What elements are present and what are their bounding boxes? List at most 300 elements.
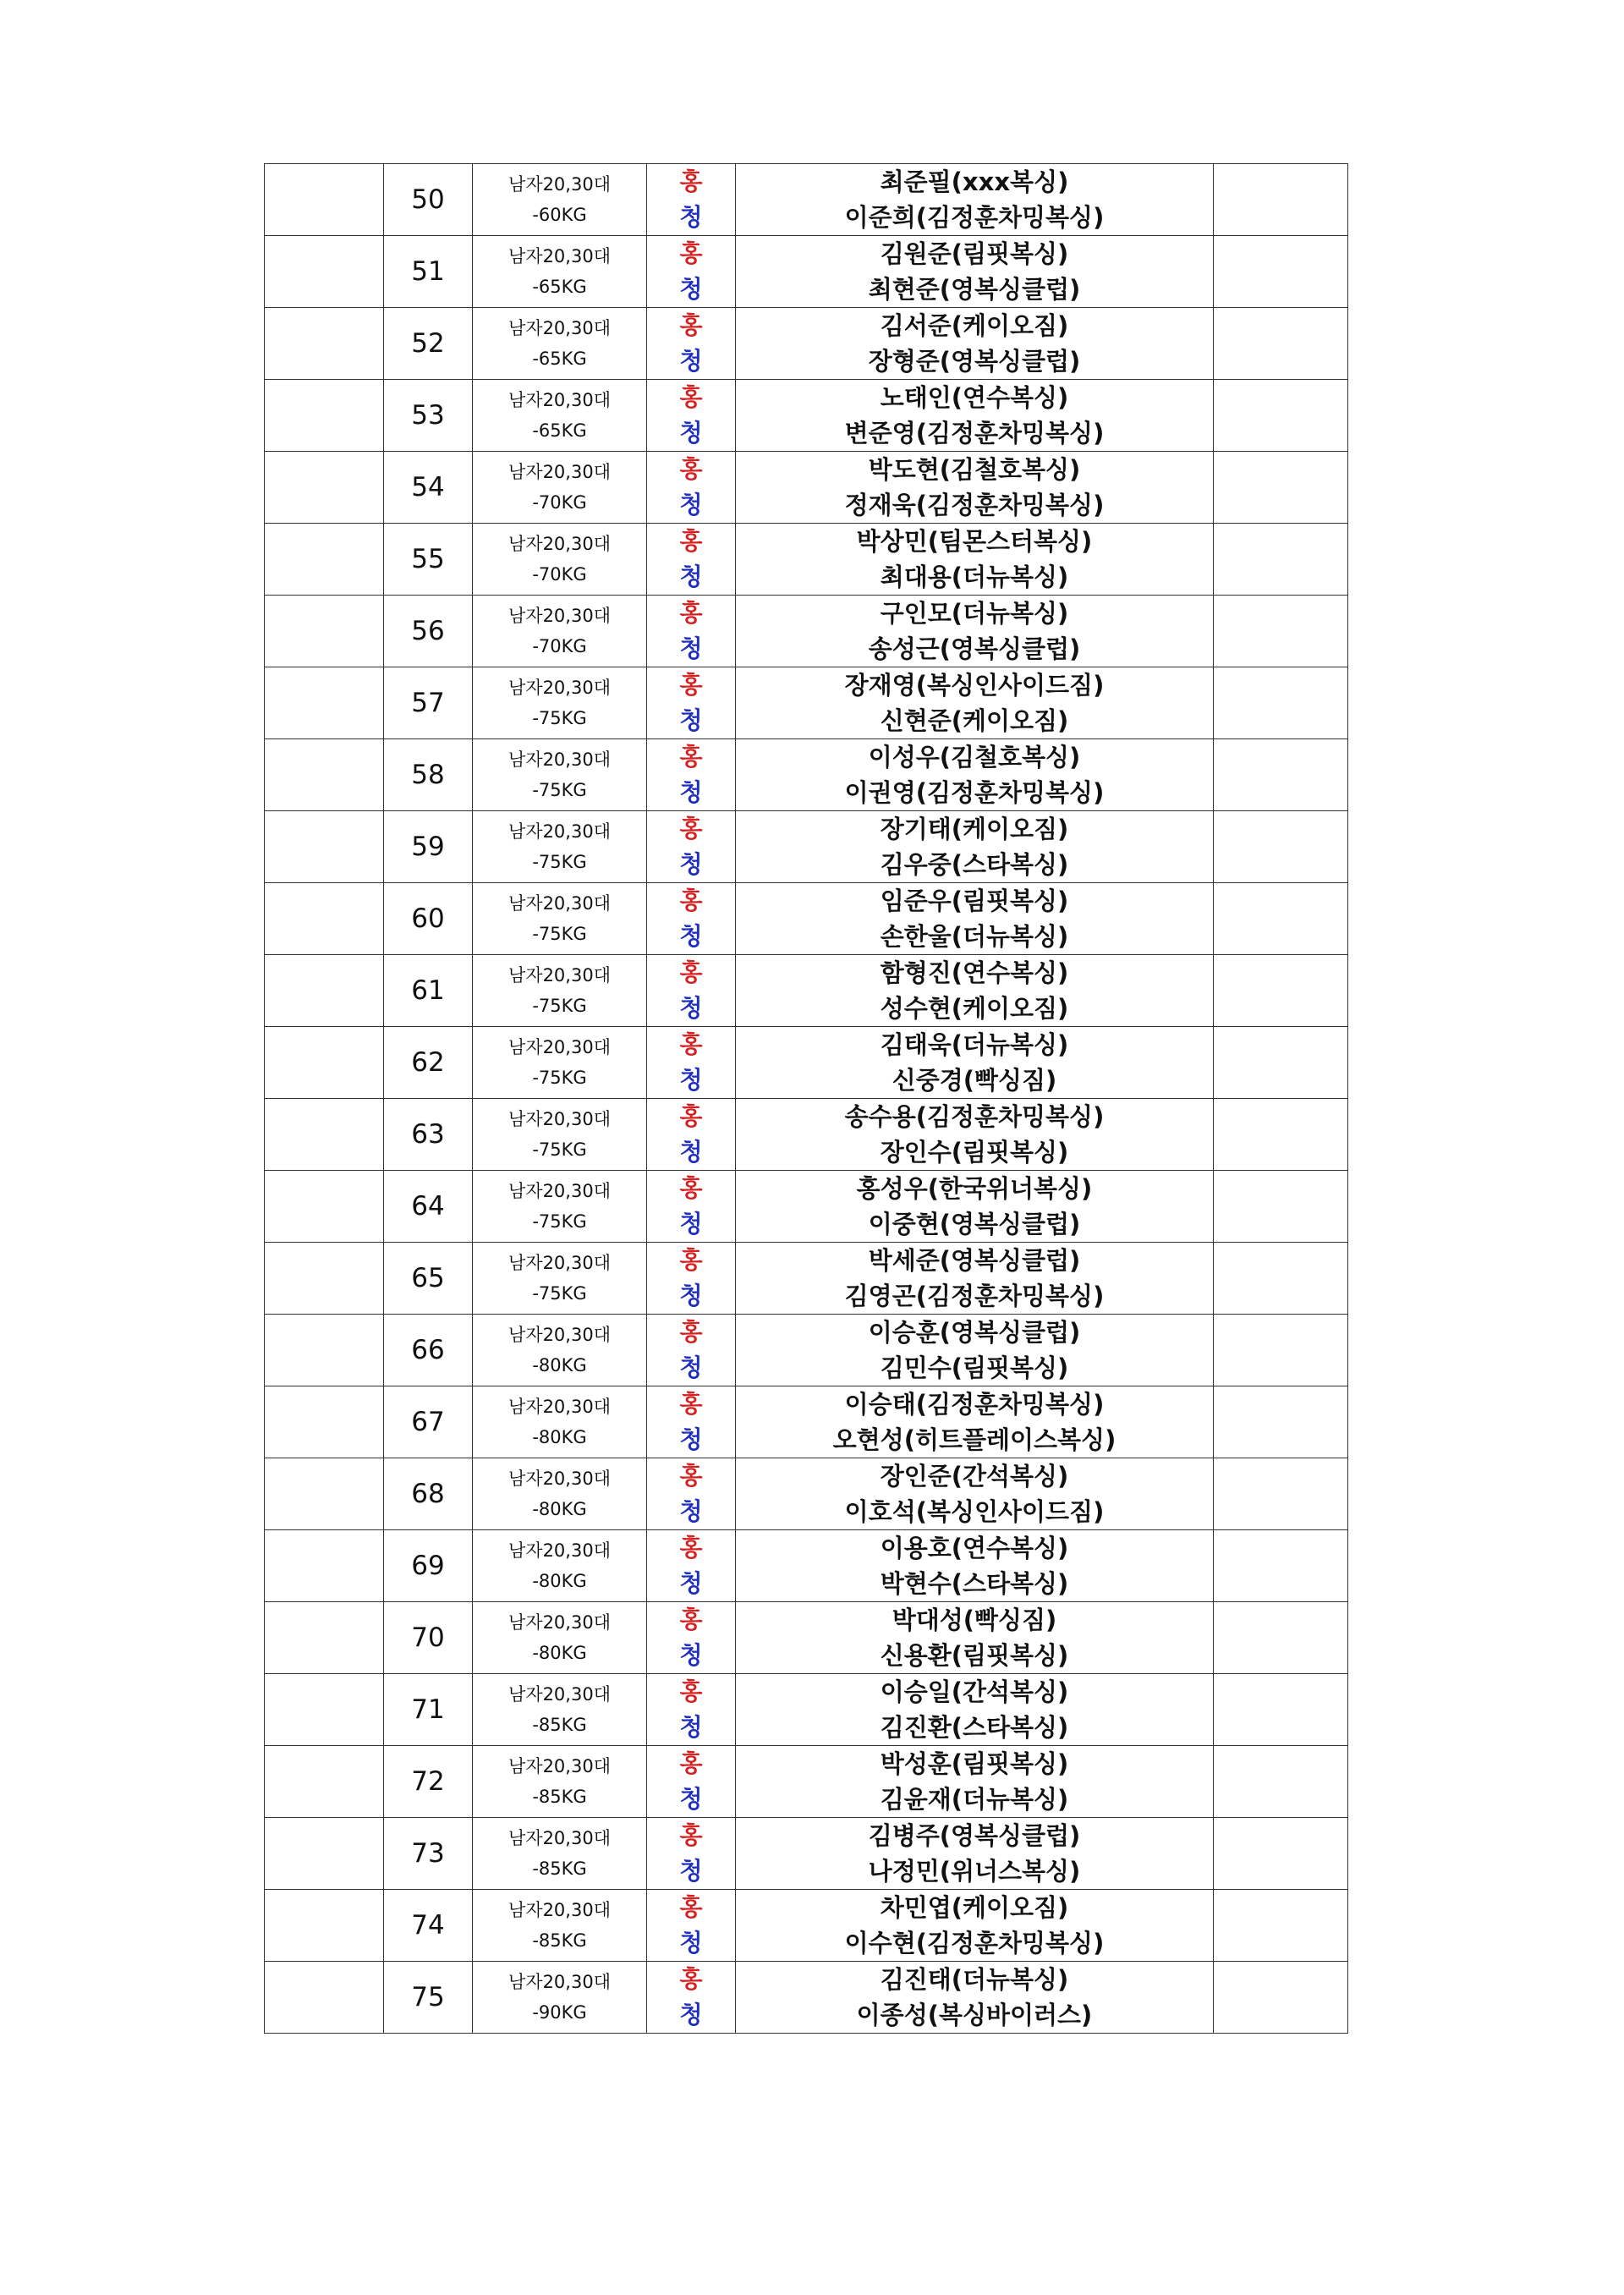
blue-fighter: 김진환(스타복싱) [880, 1713, 1069, 1742]
blue-corner-label: 청 [679, 1569, 703, 1597]
division-cell [473, 1243, 647, 1315]
blue-corner-label: 청 [679, 1210, 703, 1238]
bout-row [265, 524, 1348, 596]
weight-class: -85KG [532, 1859, 587, 1879]
red-fighter: 박대성(빡싱짐) [892, 1606, 1057, 1634]
empty-cell [265, 1530, 384, 1602]
red-fighter: 이승훈(영복싱클럽) [868, 1318, 1081, 1347]
red-corner-label: 홍 [679, 239, 703, 267]
result-cell [1214, 1027, 1348, 1099]
red-fighter: 장기태(케이오짐) [880, 815, 1069, 843]
red-corner-label: 홍 [679, 1534, 703, 1562]
age-division: 남자20,30대 [508, 606, 611, 626]
fighters-cell [736, 1530, 1214, 1602]
red-fighter: 박세준(영복싱클럽) [868, 1246, 1081, 1275]
red-fighter: 구인모(더뉴복싱) [880, 599, 1069, 628]
bout-number: 60 [384, 883, 473, 955]
empty-cell [265, 380, 384, 452]
blue-corner-label: 청 [679, 1857, 703, 1885]
red-corner-label: 홍 [679, 887, 703, 914]
bout-table [264, 163, 1346, 2034]
blue-corner-label: 청 [679, 203, 703, 231]
red-corner-label: 홍 [679, 1246, 703, 1274]
red-fighter: 이용호(연수복싱) [880, 1534, 1069, 1562]
corner-cell [647, 883, 736, 955]
empty-cell [265, 1674, 384, 1746]
red-corner-label: 홍 [679, 743, 703, 771]
red-fighter: 함형진(연수복싱) [880, 958, 1069, 987]
fighters-cell [736, 236, 1214, 308]
fighters-cell [736, 1099, 1214, 1171]
bout-number: 51 [384, 236, 473, 308]
corner-cell [647, 955, 736, 1027]
result-cell [1214, 164, 1348, 236]
empty-cell [265, 452, 384, 524]
weight-class: -70KG [532, 564, 587, 585]
bout-number: 52 [384, 308, 473, 380]
empty-cell [265, 308, 384, 380]
age-division: 남자20,30대 [508, 678, 611, 698]
division-cell [473, 1890, 647, 1962]
bout-row [265, 1458, 1348, 1530]
weight-class: -75KG [532, 780, 587, 800]
blue-fighter: 신중경(빡싱짐) [892, 1066, 1057, 1095]
corner-cell [647, 1171, 736, 1243]
red-corner-label: 홍 [679, 1606, 703, 1633]
red-corner-label: 홍 [679, 815, 703, 843]
blue-fighter: 이준희(김정훈차밍복싱) [844, 203, 1105, 232]
result-cell [1214, 1386, 1348, 1458]
fighters-cell [736, 308, 1214, 380]
weight-class: -85KG [532, 1787, 587, 1807]
fighters-cell [736, 1315, 1214, 1386]
bout-number: 71 [384, 1674, 473, 1746]
red-corner-label: 홍 [679, 1677, 703, 1705]
result-cell [1214, 1530, 1348, 1602]
bout-row [265, 883, 1348, 955]
red-fighter: 노태인(연수복싱) [880, 383, 1069, 412]
blue-fighter: 이중현(영복싱클럽) [868, 1210, 1081, 1238]
corner-cell [647, 380, 736, 452]
bout-row [265, 955, 1348, 1027]
bout-row [265, 308, 1348, 380]
result-cell [1214, 596, 1348, 667]
fighters-cell [736, 1243, 1214, 1315]
empty-cell [265, 1962, 384, 2034]
blue-fighter: 최대용(더뉴복싱) [880, 563, 1069, 591]
blue-fighter: 변준영(김정훈차밍복싱) [844, 419, 1105, 447]
blue-fighter: 신현준(케이오짐) [880, 706, 1069, 735]
blue-fighter: 이권영(김정훈차밍복싱) [844, 778, 1105, 807]
weight-class: -75KG [532, 852, 587, 872]
bout-row [265, 1746, 1348, 1818]
fighters-cell [736, 667, 1214, 739]
blue-fighter: 장형준(영복싱클럽) [868, 347, 1081, 376]
blue-corner-label: 청 [679, 2001, 703, 2029]
empty-cell [265, 1171, 384, 1243]
result-cell [1214, 1890, 1348, 1962]
bout-number: 56 [384, 596, 473, 667]
fighters-cell [736, 1386, 1214, 1458]
fighters-cell [736, 452, 1214, 524]
division-cell [473, 1530, 647, 1602]
blue-corner-label: 청 [679, 994, 703, 1022]
red-fighter: 박상민(팀몬스터복싱) [856, 527, 1093, 556]
bout-number: 70 [384, 1602, 473, 1674]
blue-fighter: 장인수(림핏복싱) [880, 1138, 1069, 1167]
fighters-cell [736, 1890, 1214, 1962]
age-division: 남자20,30대 [508, 1684, 611, 1705]
fighters-cell [736, 739, 1214, 811]
corner-cell [647, 1962, 736, 2034]
blue-corner-label: 청 [679, 922, 703, 950]
bout-number: 57 [384, 667, 473, 739]
weight-class: -75KG [532, 996, 587, 1016]
division-cell [473, 667, 647, 739]
empty-cell [265, 883, 384, 955]
blue-corner-label: 청 [679, 1497, 703, 1525]
bout-row [265, 596, 1348, 667]
blue-fighter: 박현수(스타복싱) [880, 1569, 1069, 1598]
age-division: 남자20,30대 [508, 1469, 611, 1489]
red-fighter: 김원준(림핏복싱) [880, 239, 1069, 268]
weight-class: -75KG [532, 708, 587, 728]
red-corner-label: 홍 [679, 671, 703, 699]
result-cell [1214, 452, 1348, 524]
blue-fighter: 정재욱(김정훈차밍복싱) [844, 491, 1105, 519]
red-fighter: 장인준(간석복싱) [880, 1462, 1069, 1491]
red-corner-label: 홍 [679, 1893, 703, 1921]
division-cell [473, 1674, 647, 1746]
corner-cell [647, 1458, 736, 1530]
bout-number: 55 [384, 524, 473, 596]
red-fighter: 김태욱(더뉴복싱) [880, 1030, 1069, 1059]
bout-number: 62 [384, 1027, 473, 1099]
age-division: 남자20,30대 [508, 1109, 611, 1129]
result-cell [1214, 380, 1348, 452]
blue-corner-label: 청 [679, 1138, 703, 1166]
blue-corner-label: 청 [679, 275, 703, 303]
bout-number: 50 [384, 164, 473, 236]
age-division: 남자20,30대 [508, 462, 611, 482]
bout-row [265, 667, 1348, 739]
bout-row [265, 811, 1348, 883]
division-cell [473, 236, 647, 308]
fighters-cell [736, 1027, 1214, 1099]
blue-fighter: 오현성(히트플레이스복싱) [832, 1425, 1116, 1454]
corner-cell [647, 1890, 736, 1962]
weight-class: -75KG [532, 1139, 587, 1160]
result-cell [1214, 236, 1348, 308]
empty-cell [265, 1818, 384, 1890]
fighters-cell [736, 811, 1214, 883]
corner-cell [647, 1027, 736, 1099]
blue-fighter: 나정민(위너스복싱) [868, 1857, 1081, 1886]
blue-corner-label: 청 [679, 1425, 703, 1453]
result-cell [1214, 1243, 1348, 1315]
red-corner-label: 홍 [679, 1390, 703, 1418]
fighters-cell [736, 596, 1214, 667]
blue-corner-label: 청 [679, 1929, 703, 1957]
fighters-cell [736, 1171, 1214, 1243]
blue-fighter: 김우중(스타복싱) [880, 850, 1069, 879]
fighters-cell [736, 1818, 1214, 1890]
division-cell [473, 1315, 647, 1386]
empty-cell [265, 164, 384, 236]
age-division: 남자20,30대 [508, 1325, 611, 1345]
division-cell [473, 1099, 647, 1171]
division-cell [473, 524, 647, 596]
empty-cell [265, 1243, 384, 1315]
division-cell [473, 1386, 647, 1458]
weight-class: -85KG [532, 1715, 587, 1735]
result-cell [1214, 667, 1348, 739]
blue-fighter: 손한울(더뉴복싱) [880, 922, 1069, 951]
blue-corner-label: 청 [679, 778, 703, 806]
result-cell [1214, 1746, 1348, 1818]
result-cell [1214, 811, 1348, 883]
corner-cell [647, 1602, 736, 1674]
division-cell [473, 739, 647, 811]
corner-cell [647, 164, 736, 236]
bout-row [265, 1099, 1348, 1171]
corner-cell [647, 1746, 736, 1818]
bout-row [265, 452, 1348, 524]
weight-class: -75KG [532, 1068, 587, 1088]
corner-cell [647, 739, 736, 811]
red-fighter: 송수용(김정훈차밍복싱) [844, 1102, 1105, 1131]
red-corner-label: 홍 [679, 455, 703, 483]
red-corner-label: 홍 [679, 958, 703, 986]
blue-corner-label: 청 [679, 850, 703, 878]
red-corner-label: 홍 [679, 527, 703, 555]
blue-fighter: 김영곤(김정훈차밍복싱) [844, 1282, 1105, 1310]
corner-cell [647, 596, 736, 667]
result-cell [1214, 1962, 1348, 2034]
empty-cell [265, 1315, 384, 1386]
bout-number: 61 [384, 955, 473, 1027]
empty-cell [265, 1027, 384, 1099]
result-cell [1214, 1171, 1348, 1243]
red-corner-label: 홍 [679, 1965, 703, 1993]
red-fighter: 김서준(케이오짐) [880, 311, 1069, 340]
fighters-cell [736, 1602, 1214, 1674]
red-fighter: 이승일(간석복싱) [880, 1677, 1069, 1706]
bout-row [265, 739, 1348, 811]
result-cell [1214, 739, 1348, 811]
age-division: 남자20,30대 [508, 1828, 611, 1848]
red-corner-label: 홍 [679, 1821, 703, 1849]
weight-class: -65KG [532, 277, 587, 297]
red-fighter: 차민엽(케이오짐) [880, 1893, 1069, 1922]
weight-class: -80KG [532, 1643, 587, 1663]
division-cell [473, 1027, 647, 1099]
empty-cell [265, 667, 384, 739]
blue-corner-label: 청 [679, 1066, 703, 1094]
result-cell [1214, 1458, 1348, 1530]
bout-number: 74 [384, 1890, 473, 1962]
empty-cell [265, 1746, 384, 1818]
empty-cell [265, 1386, 384, 1458]
bout-number: 68 [384, 1458, 473, 1530]
bout-row [265, 1602, 1348, 1674]
age-division: 남자20,30대 [508, 1972, 611, 1992]
bout-row [265, 1818, 1348, 1890]
blue-corner-label: 청 [679, 419, 703, 447]
bout-row [265, 1315, 1348, 1386]
red-fighter: 김병주(영복싱클럽) [868, 1821, 1081, 1850]
bout-row [265, 164, 1348, 236]
empty-cell [265, 236, 384, 308]
bout-number: 65 [384, 1243, 473, 1315]
bout-number: 66 [384, 1315, 473, 1386]
bout-row [265, 1027, 1348, 1099]
fighters-cell [736, 524, 1214, 596]
age-division: 남자20,30대 [508, 1181, 611, 1201]
blue-corner-label: 청 [679, 634, 703, 662]
bout-row [265, 236, 1348, 308]
red-fighter: 박성훈(림핏복싱) [880, 1749, 1069, 1778]
red-fighter: 장재영(복싱인사이드짐) [844, 671, 1105, 700]
red-corner-label: 홍 [679, 311, 703, 339]
blue-fighter: 성수현(케이오짐) [880, 994, 1069, 1023]
fighters-cell [736, 1674, 1214, 1746]
bout-row [265, 1243, 1348, 1315]
blue-fighter: 최현준(영복싱클럽) [868, 275, 1081, 304]
empty-cell [265, 596, 384, 667]
result-cell [1214, 1315, 1348, 1386]
blue-corner-label: 청 [679, 706, 703, 734]
blue-fighter: 김민수(림핏복싱) [880, 1353, 1069, 1382]
red-fighter: 박도현(김철호복싱) [868, 455, 1081, 484]
blue-fighter: 이수현(김정훈차밍복싱) [844, 1929, 1105, 1957]
bout-number: 73 [384, 1818, 473, 1890]
weight-class: -90KG [532, 2002, 587, 2023]
bout-number: 53 [384, 380, 473, 452]
blue-corner-label: 청 [679, 1785, 703, 1813]
red-corner-label: 홍 [679, 1749, 703, 1777]
corner-cell [647, 236, 736, 308]
age-division: 남자20,30대 [508, 174, 611, 195]
result-cell [1214, 308, 1348, 380]
fighters-cell [736, 380, 1214, 452]
weight-class: -80KG [532, 1355, 587, 1375]
empty-cell [265, 1890, 384, 1962]
weight-class: -75KG [532, 1283, 587, 1304]
division-cell [473, 1458, 647, 1530]
corner-cell [647, 1386, 736, 1458]
age-division: 남자20,30대 [508, 1900, 611, 1920]
blue-corner-label: 청 [679, 1282, 703, 1309]
weight-class: -80KG [532, 1427, 587, 1447]
result-cell [1214, 1099, 1348, 1171]
age-division: 남자20,30대 [508, 821, 611, 842]
red-corner-label: 홍 [679, 1030, 703, 1058]
division-cell [473, 164, 647, 236]
result-cell [1214, 524, 1348, 596]
weight-class: -85KG [532, 1930, 587, 1951]
division-cell [473, 1962, 647, 2034]
age-division: 남자20,30대 [508, 246, 611, 266]
age-division: 남자20,30대 [508, 390, 611, 410]
blue-corner-label: 청 [679, 1641, 703, 1669]
age-division: 남자20,30대 [508, 965, 611, 986]
corner-cell [647, 1674, 736, 1746]
division-cell [473, 1602, 647, 1674]
age-division: 남자20,30대 [508, 1397, 611, 1417]
red-fighter: 홍성우(한국위너복싱) [856, 1174, 1093, 1203]
blue-fighter: 이호석(복싱인사이드짐) [844, 1497, 1105, 1526]
fighters-cell [736, 955, 1214, 1027]
division-cell [473, 380, 647, 452]
empty-cell [265, 955, 384, 1027]
fighters-cell [736, 1746, 1214, 1818]
corner-cell [647, 1315, 736, 1386]
weight-class: -60KG [532, 205, 587, 225]
division-cell [473, 883, 647, 955]
age-division: 남자20,30대 [508, 749, 611, 770]
red-corner-label: 홍 [679, 1102, 703, 1130]
corner-cell [647, 811, 736, 883]
age-division: 남자20,30대 [508, 1037, 611, 1057]
age-division: 남자20,30대 [508, 1612, 611, 1633]
red-fighter: 김진태(더뉴복싱) [880, 1965, 1069, 1994]
red-corner-label: 홍 [679, 1318, 703, 1346]
age-division: 남자20,30대 [508, 1253, 611, 1273]
blue-corner-label: 청 [679, 563, 703, 590]
bout-number: 63 [384, 1099, 473, 1171]
empty-cell [265, 1602, 384, 1674]
weight-class: -65KG [532, 420, 587, 441]
bout-table-body [265, 164, 1348, 2034]
weight-class: -80KG [532, 1499, 587, 1519]
empty-cell [265, 1458, 384, 1530]
age-division: 남자20,30대 [508, 1540, 611, 1561]
bout-row [265, 1386, 1348, 1458]
empty-cell [265, 524, 384, 596]
division-cell [473, 1171, 647, 1243]
red-fighter: 이승태(김정훈차밍복싱) [844, 1390, 1105, 1419]
blue-fighter: 김윤재(더뉴복싱) [880, 1785, 1069, 1814]
result-cell [1214, 1602, 1348, 1674]
result-cell [1214, 1818, 1348, 1890]
bout-row [265, 1171, 1348, 1243]
bout-row [265, 380, 1348, 452]
bout-number: 75 [384, 1962, 473, 2034]
corner-cell [647, 667, 736, 739]
weight-class: -75KG [532, 924, 587, 944]
blue-corner-label: 청 [679, 491, 703, 519]
weight-class: -70KG [532, 636, 587, 656]
age-division: 남자20,30대 [508, 318, 611, 338]
division-cell [473, 811, 647, 883]
blue-corner-label: 청 [679, 1353, 703, 1381]
red-corner-label: 홍 [679, 1174, 703, 1202]
fighters-cell [736, 1458, 1214, 1530]
bout-row [265, 1962, 1348, 2034]
bout-row [265, 1530, 1348, 1602]
empty-cell [265, 811, 384, 883]
division-cell [473, 1746, 647, 1818]
red-corner-label: 홍 [679, 599, 703, 627]
red-corner-label: 홍 [679, 1462, 703, 1490]
blue-fighter: 송성근(영복싱클럽) [868, 634, 1081, 663]
bout-row [265, 1890, 1348, 1962]
age-division: 남자20,30대 [508, 893, 611, 914]
bout-number: 59 [384, 811, 473, 883]
division-cell [473, 955, 647, 1027]
fighters-cell [736, 1962, 1214, 2034]
